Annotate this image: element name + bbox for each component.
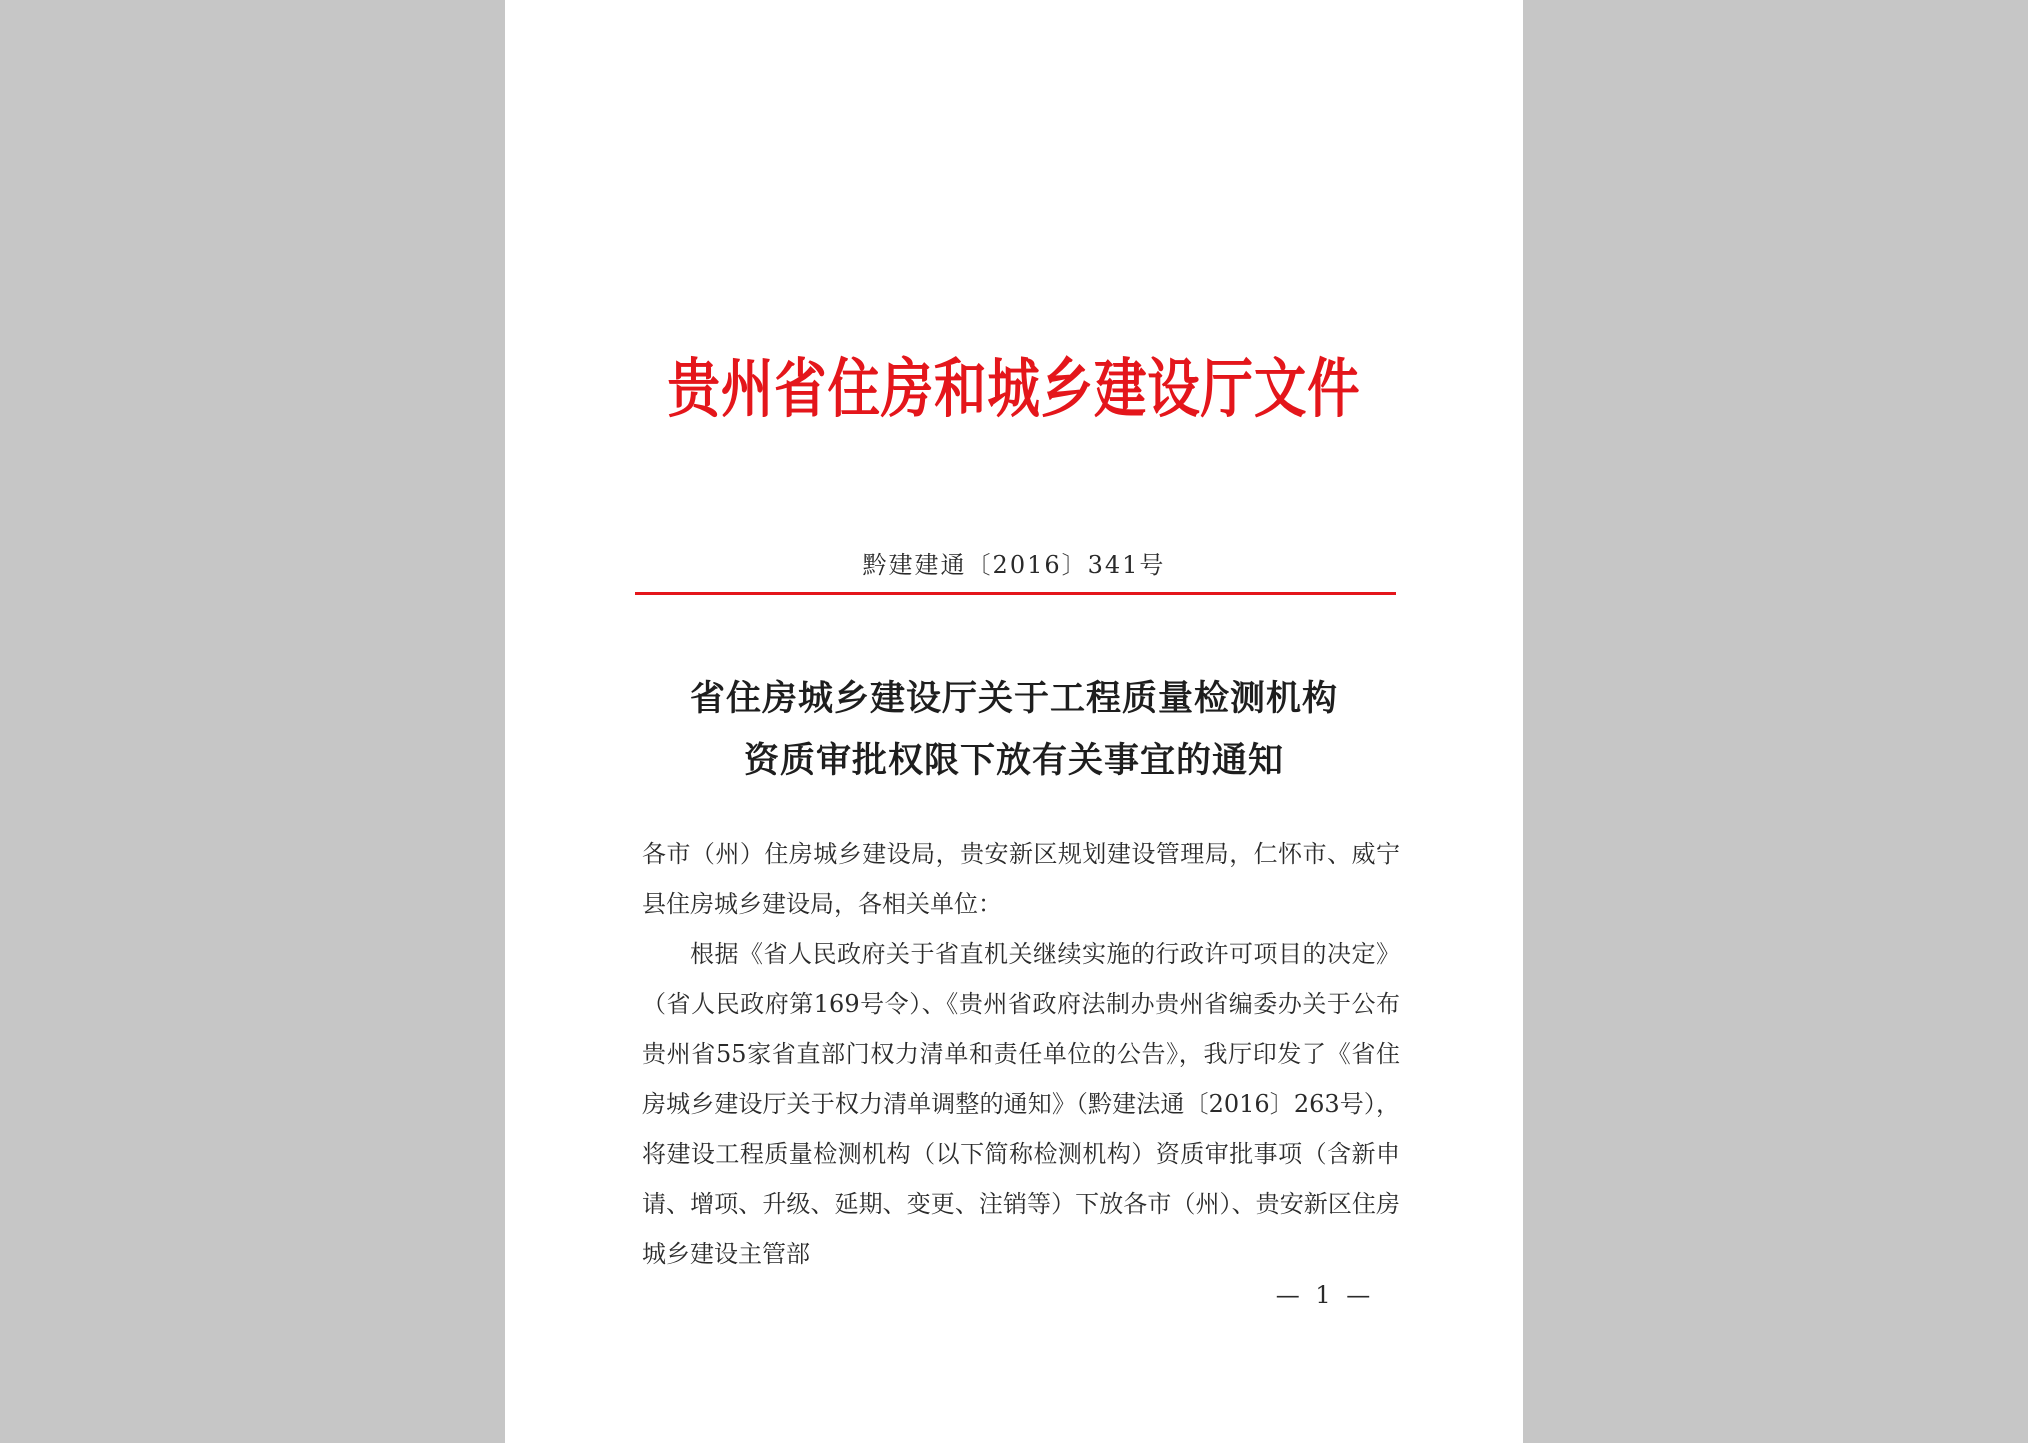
addressee-paragraph: 各市（州）住房城乡建设局，贵安新区规划建设管理局，仁怀市、威宁县住房城乡建设局，各相关单位： — [642, 840, 1400, 918]
masthead-title: 贵州省住房和城乡建设厅文件 — [667, 353, 1361, 427]
document-page — [505, 0, 1523, 1443]
notice-title-line-2: 资质审批权限下放有关事宜的通知 — [743, 741, 1284, 781]
body-paragraph: 根据《省人民政府关于省直机关继续实施的行政许可项目的决定》（省人民政府第169号令）、《贵州省政府法制办贵州省编委办关于公布贵州省55家省直部门权力清单和责任单位的公告》，我厅印发了《省住房城乡建设厅关于权力清单调整的通知》（黔建法通〔2016〕263号），将建设工程质量检测机构（以下简称检测机构）资质审批事项（含新申请、增项、升级、延期、变更、注销等）下放各市（州）、贵安新区住房城乡建设主管部 — [642, 940, 1400, 1268]
document-number: 黔建建通〔2016〕341号 — [862, 551, 1166, 579]
notice-title — [505, 668, 1523, 792]
red-divider-line — [635, 592, 1396, 595]
document-body — [642, 829, 1400, 1279]
page-number: — 1 — — [1275, 1281, 1375, 1309]
notice-title-line-1: 省住房城乡建设厅关于工程质量检测机构 — [689, 679, 1338, 719]
